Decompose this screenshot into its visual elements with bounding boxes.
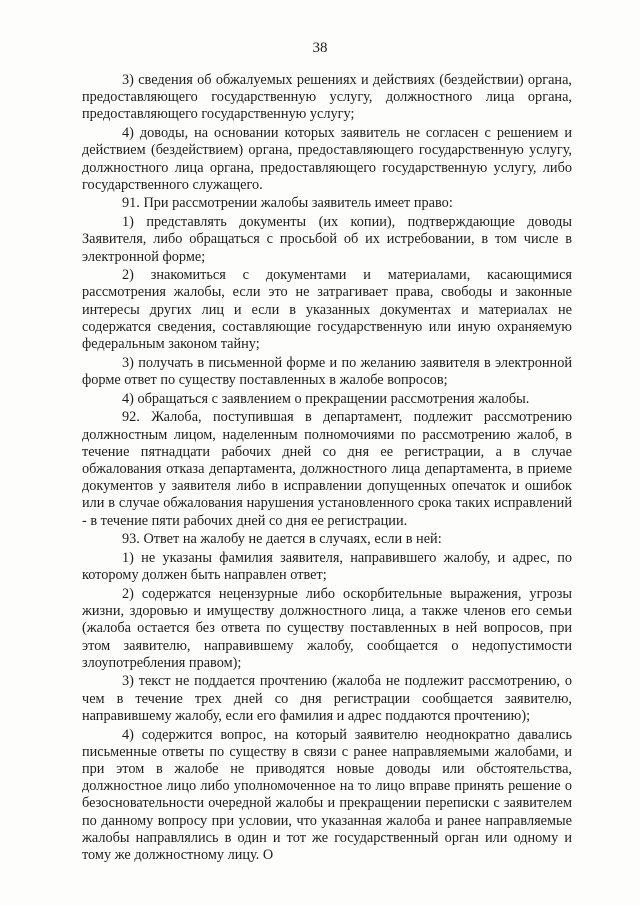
document-body <box>82 72 572 866</box>
paragraph-91-item-4: 4) обращаться с заявлением о прекращении рассмотрения жалобы. <box>122 390 530 407</box>
paragraph-93: 93. Ответ на жалобу не дается в случаях, если в ней: <box>122 531 442 548</box>
paragraph-91: 91. При рассмотрении жалобы заявитель имеет право: <box>122 195 453 212</box>
page-number: 38 <box>312 40 328 56</box>
paragraph-91-item-3: 3) получать в письменной форме и по желанию заявителя в электронной форме ответ по существу поставленных в жалобе вопросов; <box>82 354 572 388</box>
paragraph-93-item-1: 1) не указаны фамилия заявителя, направившего жалобу, и адрес, по которому должен быть направлен ответ; <box>82 549 572 584</box>
paragraph-93-item-2: 2) содержатся нецензурные либо оскорбительные выражения, угрозы жизни, здоровью и имуществу должностного лица, а также членов его семьи (жалоба остается без ответа по существу поставленных в ней вопросов, при этом заявителю, направившему жалобу, сообщается о недопустимости злоупотребления правом); <box>82 585 572 671</box>
paragraph-item-4: 4) доводы, на основании которых заявитель не согласен с решением и действием (бездействием) органа, предоставляющего государственную услугу, должностного лица органа, предоставляющего государственную услугу, либо государственного служащего. <box>82 125 572 193</box>
paragraph-92: 92. Жалоба, поступившая в департамент, подлежит рассмотрению должностным лицом, наделенным полномочиями по рассмотрению жалоб, в течение пятнадцати рабочих дней со дня ее регистрации, а в случае обжалования отказа департамента, должностного лица департамента, в приеме документов у заявителя либо в исправлении допущенных опечаток и ошибок или в случае обжалования нарушения установленного срока таких исправлений - в течение пяти рабочих дней со дня ее регистрации. <box>82 409 572 529</box>
paragraph-91-item-2: 2) знакомиться с документами и материалами, касающимися рассмотрения жалобы, если это не затрагивает права, свободы и законные интересы других лиц и если в указанных документах и материалах не содержатся сведения, составляющие государственную или иную охраняемую федеральным законом тайну; <box>82 267 572 353</box>
paragraph-91-item-1: 1) представлять документы (их копии), подтверждающие доводы Заявителя, либо обращаться с просьбой об их истребовании, в том числе в электронной форме; <box>82 214 572 265</box>
paragraph-item-3: 3) сведения об обжалуемых решениях и действиях (бездействии) органа, предоставляющего государственную услугу, должностного лица органа, предоставляющего государственную услугу; <box>82 72 572 123</box>
paragraph-93-item-4: 4) содержится вопрос, на который заявителю неоднократно давались письменные ответы по существу в связи с ранее направляемыми жалобами, и при этом в жалобе не приводятся новые доводы или обстоятельства, должностное лицо либо уполномоченное на то лицо вправе принять решение о безосновательности очередной жалобы и прекращении переписки с заявителем по данному вопросу при условии, что указанная жалоба и ранее направляемые жалобы направлялись в один и тот же государственный орган или одному и тому же должностному лицу. О <box>82 726 572 863</box>
paragraph-93-item-3: 3) текст не поддается прочтению (жалоба не подлежит рассмотрению, о чем в течение трех дней со дня регистрации сообщается заявителю, направившему жалобу, если его фамилия и адрес поддаются прочтению); <box>82 673 572 724</box>
